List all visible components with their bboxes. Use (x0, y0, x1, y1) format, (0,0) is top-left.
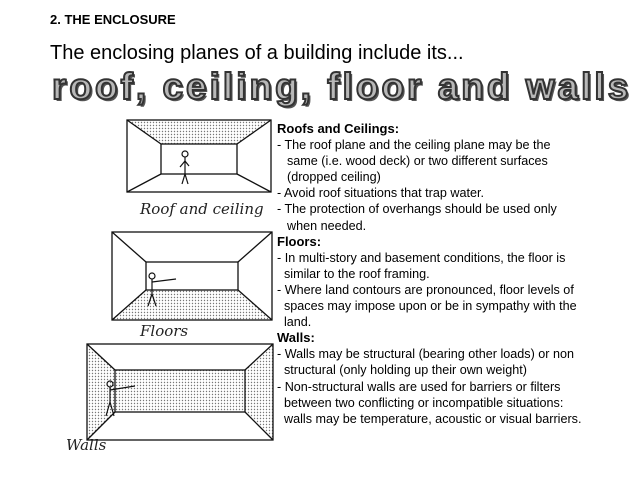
roof-ceiling-sketch (125, 118, 273, 194)
floors-line: spaces may impose upon or be in sympathy with the (284, 299, 577, 314)
roofs-line: - Avoid roof situations that trap water. (277, 186, 484, 201)
ceiling-plane-shade (127, 120, 271, 144)
floors-line: - In multi-story and basement conditions, the floor is (277, 250, 566, 265)
floors-line: - Where land contours are pronounced, floor levels of (277, 282, 574, 297)
walls-line: - Non-structural walls are used for barriers or filters (277, 379, 561, 394)
walls-heading: Walls: (277, 330, 315, 346)
section-label: 2. THE ENCLOSURE (50, 12, 176, 27)
description-column (277, 121, 632, 427)
floor-caption: Floors (140, 322, 189, 340)
roofs-line: (dropped ceiling) (287, 170, 381, 185)
roofs-line: - The protection of overhangs should be used only (277, 202, 557, 217)
walls-line: - Walls may be structural (bearing other loads) or non (277, 347, 575, 362)
roofs-line: same (i.e. wood deck) or two different surfaces (287, 154, 548, 169)
roofs-heading: Roofs and Ceilings: (277, 121, 400, 136)
roof-ceiling-caption: Roof and ceiling (140, 200, 264, 218)
walls-caption: Walls (66, 436, 107, 454)
walls-line: structural (only holding up their own weight) (284, 363, 527, 378)
walls-sketch (85, 342, 275, 442)
walls-line: between two conflicting or incompatible situations: (284, 395, 564, 410)
person-figure (180, 151, 189, 184)
floors-line: land. (284, 315, 312, 330)
floor-plane-shade (112, 290, 272, 320)
intro-sentence: The enclosing planes of a building include its... (50, 42, 464, 64)
floors-heading: Floors: (277, 233, 322, 249)
roofs-line: when needed. (287, 218, 367, 233)
floor-sketch (110, 230, 274, 322)
walls-line: walls may be temperature, acoustic or visual barriers. (284, 411, 582, 426)
floors-line: similar to the roof framing. (284, 266, 430, 281)
headline: roof, ceiling, floor and walls (52, 66, 632, 107)
roofs-line: - The roof plane and the ceiling plane may be the (277, 138, 551, 153)
